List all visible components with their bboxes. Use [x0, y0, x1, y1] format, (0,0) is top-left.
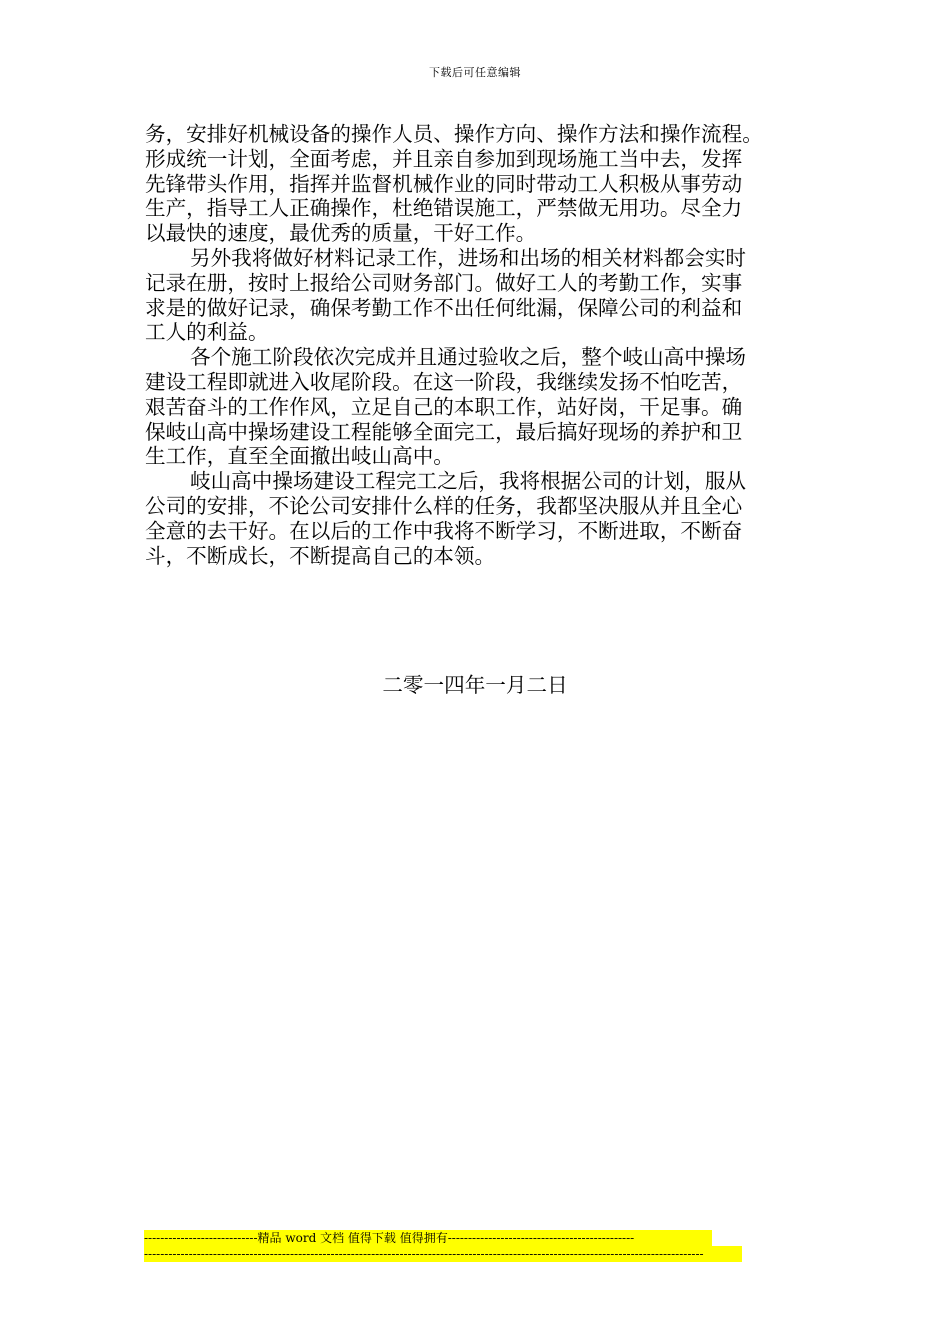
- body-line: 全意的去干好。在以后的工作中我将不断学习，不断进取，不断奋: [145, 518, 743, 543]
- body-line: 保岐山高中操场建设工程能够全面完工，最后搞好现场的养护和卫: [145, 419, 743, 444]
- body-line: 生工作，直至全面撤出岐山高中。: [145, 444, 454, 469]
- document-body: [145, 122, 807, 568]
- body-line: 公司的安排，不论公司安排什么样的任务，我都坚决服从并且全心: [145, 493, 743, 518]
- body-line: 求是的做好记录，确保考勤工作不出任何纰漏，保障公司的利益和: [145, 295, 743, 320]
- page-footer: [144, 1230, 742, 1262]
- body-line: 形成统一计划，全面考虑，并且亲自参加到现场施工当中去，发挥: [145, 146, 743, 171]
- paragraph-start-line: 各个施工阶段依次完成并且通过验收之后，整个岐山高中操场: [190, 345, 747, 370]
- body-line: 斗，不断成长，不断提高自己的本领。: [145, 543, 496, 568]
- footer-banner-line: ----------------------------精品 word 文档 值得下载 值得拥有----------------------------------------------: [144, 1230, 712, 1246]
- body-line: 以最快的速度，最优秀的质量，干好工作。: [145, 221, 537, 246]
- body-line: 艰苦奋斗的工作作风，立足自己的本职工作，站好岗，干足事。确: [145, 394, 743, 419]
- page-header: 下载后可任意编辑: [429, 66, 521, 79]
- body-line: 记录在册，按时上报给公司财务部门。做好工人的考勤工作，实事: [145, 270, 743, 295]
- body-line: 建设工程即就进入收尾阶段。在这一阶段，我继续发扬不怕吃苦，: [145, 369, 743, 394]
- paragraph-start-line: 另外我将做好材料记录工作，进场和出场的相关材料都会实时: [190, 245, 747, 270]
- document-date: 二零一四年一月二日: [382, 673, 568, 697]
- footer-dash-line: ------------------------------------------------------------------------------------------------------------------------------------------: [144, 1246, 742, 1262]
- body-line: 先锋带头作用，指挥并监督机械作业的同时带动工人积极从事劳动: [145, 171, 743, 196]
- body-line: 生产，指导工人正确操作，杜绝错误施工，严禁做无用功。尽全力: [145, 196, 743, 221]
- paragraph-start-line: 岐山高中操场建设工程完工之后，我将根据公司的计划，服从: [190, 469, 747, 494]
- body-line: 务，安排好机械设备的操作人员、操作方向、操作方法和操作流程。: [145, 122, 763, 146]
- body-line: 工人的利益。: [145, 320, 269, 345]
